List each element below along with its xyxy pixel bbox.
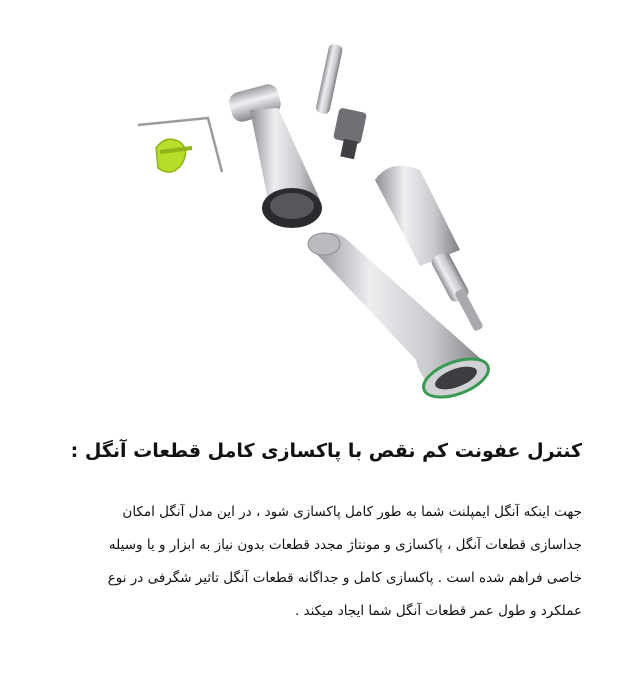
- cleaning-wire-tool: [138, 118, 222, 172]
- paragraph-line: جداسازی قطعات آنگل ، پاکسازی و مونتاژ مجدد قطعات بدون نیاز به ابزار و یا وسیله: [108, 537, 582, 553]
- section-heading: کنترل عفونت کم نقص با پاکسازی کامل قطعات آنگل :: [70, 440, 582, 462]
- dental-handpiece-parts-icon: [120, 30, 540, 400]
- drive-shaft-part: [315, 43, 367, 159]
- paragraph-line: عملکرد و طول عمر قطعات آنگل شما ایجاد میکند .: [294, 603, 582, 619]
- paragraph-line: جهت اینکه آنگل ایمپلنت شما به طور کامل پاکسازی شود ، در این مدل آنگل امکان: [122, 504, 582, 520]
- paragraph-line: خاصی فراهم شده است . پاکسازی کامل و جداگانه قطعات آنگل تاثیر شگرفی در نوع: [107, 570, 582, 586]
- angle-head-part: [227, 82, 322, 228]
- description-paragraph: [42, 496, 582, 628]
- product-image: [120, 30, 540, 400]
- handle-sleeve-part: [308, 233, 493, 400]
